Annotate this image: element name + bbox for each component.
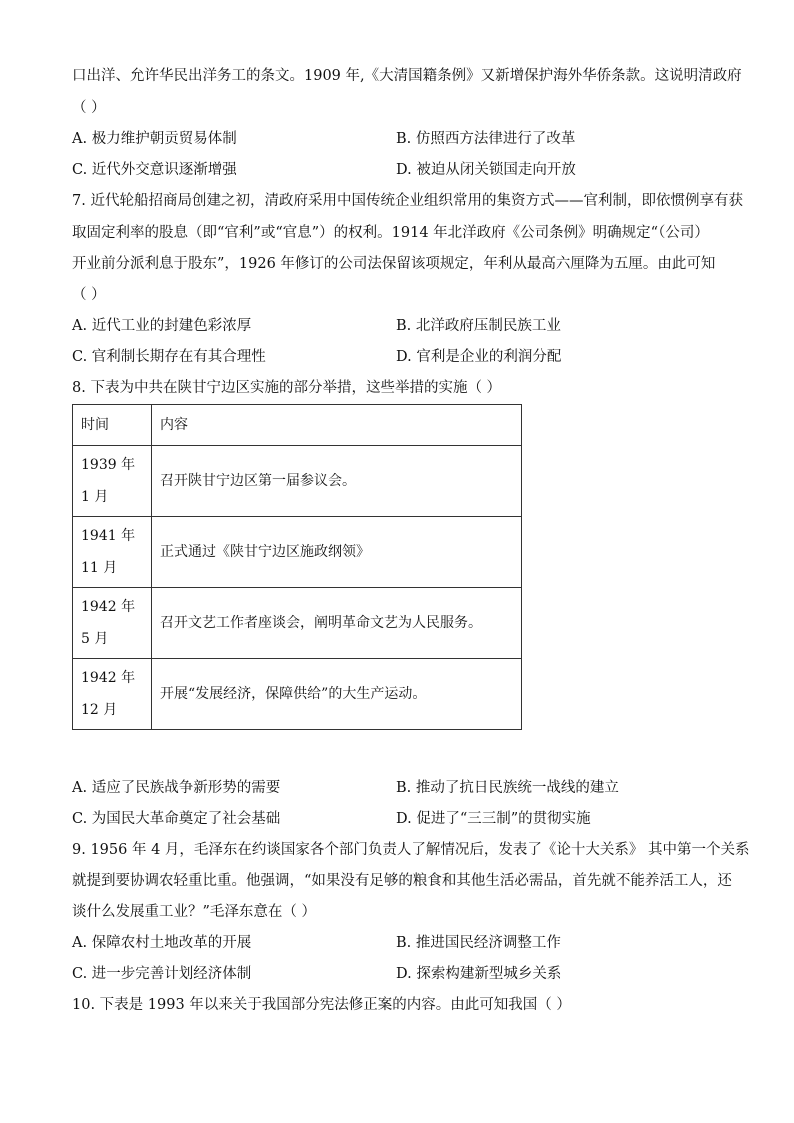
q6-option-c[interactable]: C. 近代外交意识逐渐增强 <box>72 162 237 178</box>
table-row <box>73 659 522 730</box>
table-row <box>73 588 522 659</box>
q7-stem-line-1: 7. 近代轮船招商局创建之初，清政府采用中国传统企业组织常用的集资方式——官利制，即依惯例享有获 <box>72 193 743 209</box>
q9-option-d[interactable]: D. 探索构建新型城乡关系 <box>396 966 562 982</box>
q10-stem: 10. 下表是 1993 年以来关于我国部分宪法修正案的内容。由此可知我国（ ） <box>72 997 571 1013</box>
q8-option-b[interactable]: B. 推动了抗日民族统一战线的建立 <box>396 780 619 796</box>
q7-stem-line-3: 开业前分派利息于股东”，1926 年修订的公司法保留该项规定，年利从最高六厘降为五厘。由此可知 <box>72 256 716 272</box>
table-cell-content: 开展“发展经济，保障供给”的大生产运动。 <box>152 659 522 730</box>
table-row <box>73 446 522 517</box>
q6-option-a[interactable]: A. 极力维护朝贡贸易体制 <box>72 131 237 147</box>
q7-option-a[interactable]: A. 近代工业的封建色彩浓厚 <box>72 318 252 334</box>
table-cell-time: 1942 年 12 月 <box>73 659 152 730</box>
q9-option-b[interactable]: B. 推进国民经济调整工作 <box>396 935 561 951</box>
table-cell-time: 1939 年 1 月 <box>73 446 152 517</box>
table-cell-content: 正式通过《陕甘宁边区施政纲领》 <box>152 517 522 588</box>
table-header-content: 内容 <box>152 405 522 446</box>
q7-option-b[interactable]: B. 北洋政府压制民族工业 <box>396 318 561 334</box>
q7-option-d[interactable]: D. 官利是企业的利润分配 <box>396 349 562 365</box>
q7-stem-line-2: 取固定利率的股息（即“官利”或“官息”）的权利。1914 年北洋政府《公司条例》明确规定“（公司） <box>72 225 709 241</box>
q9-stem-line-3: 谈什么发展重工业？”毛泽东意在（ ） <box>72 904 317 920</box>
table-row <box>73 517 522 588</box>
q8-option-d[interactable]: D. 促进了“三三制”的贯彻实施 <box>396 811 591 827</box>
q8-option-a[interactable]: A. 适应了民族战争新形势的需要 <box>72 780 281 796</box>
q8-stem: 8. 下表为中共在陕甘宁边区实施的部分举措，这些举措的实施（ ） <box>72 380 502 396</box>
q9-option-c[interactable]: C. 进一步完善计划经济体制 <box>72 966 252 982</box>
table-cell-content: 召开文艺工作者座谈会，阐明革命文艺为人民服务。 <box>152 588 522 659</box>
q9-stem-line-1: 9. 1956 年 4 月，毛泽东在约谈国家各个部门负责人了解情况后，发表了《论十大关系》 其中第一个关系 <box>72 842 750 858</box>
q6-option-d[interactable]: D. 被迫从闭关锁国走向开放 <box>396 162 576 178</box>
q7-answer-blank: （ ） <box>72 287 106 303</box>
q6-option-b[interactable]: B. 仿照西方法律进行了改革 <box>396 131 576 147</box>
table-cell-time: 1942 年 5 月 <box>73 588 152 659</box>
q6-stem-line-1: 口出洋、允许华民出洋务工的条文。1909 年,《大清国籍条例》又新增保护海外华侨条款。这说明清政府 <box>72 68 742 84</box>
table-cell-time: 1941 年 11 月 <box>73 517 152 588</box>
q8-option-c[interactable]: C. 为国民大革命奠定了社会基础 <box>72 811 281 827</box>
q9-stem-line-2: 就提到要协调农轻重比重。他强调，“如果没有足够的粮食和其他生活必需品，首先就不能养活工人，还 <box>72 873 732 889</box>
table-cell-content: 召开陕甘宁边区第一届参议会。 <box>152 446 522 517</box>
q7-option-c[interactable]: C. 官利制长期存在有其合理性 <box>72 349 266 365</box>
q6-answer-blank: （ ） <box>72 100 106 116</box>
q9-option-a[interactable]: A. 保障农村土地改革的开展 <box>72 935 252 951</box>
table-header-row <box>73 405 522 446</box>
q8-table <box>72 404 522 730</box>
table-header-time: 时间 <box>73 405 152 446</box>
